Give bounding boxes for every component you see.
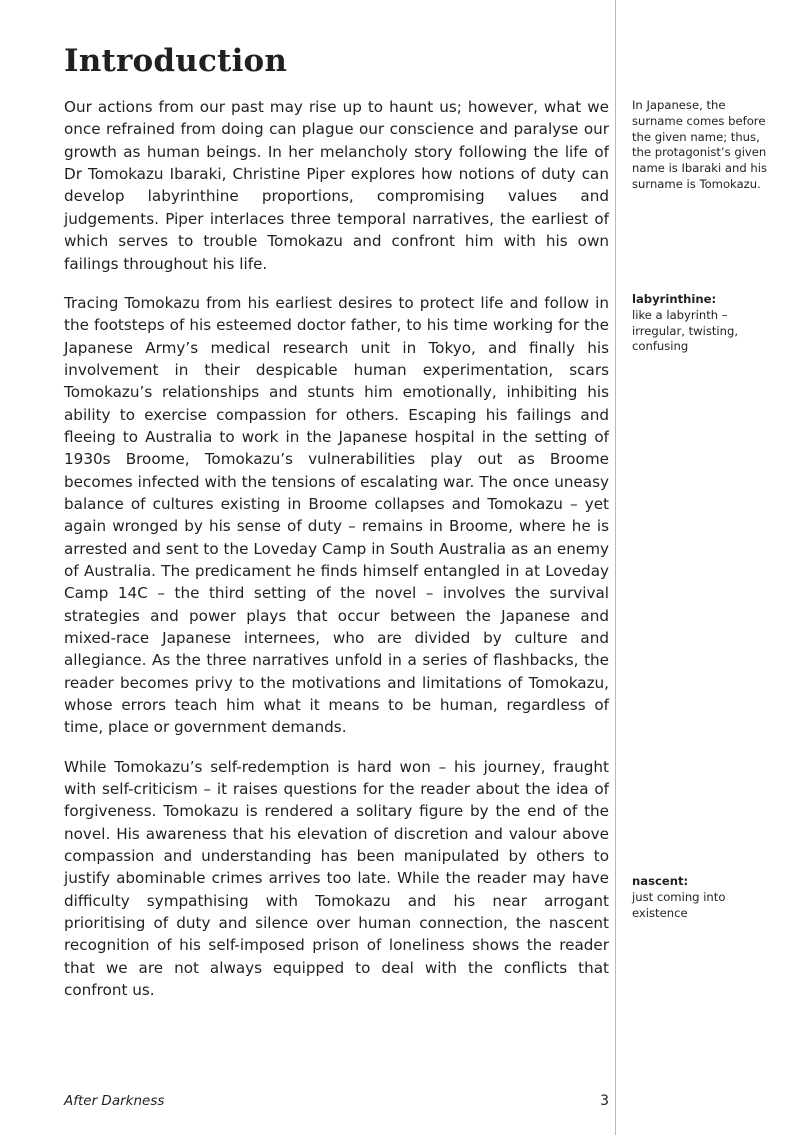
page-footer bbox=[64, 1093, 609, 1109]
main-text-column bbox=[64, 44, 609, 1002]
footer-page-number: 3 bbox=[600, 1093, 609, 1109]
margin-note-definition: just coming into existence bbox=[632, 889, 726, 920]
margin-note bbox=[632, 98, 778, 193]
margin-note-term: labyrinthine: bbox=[632, 292, 717, 306]
margin-divider bbox=[615, 0, 616, 1135]
margin-note bbox=[632, 292, 778, 355]
body-paragraph: While Tomokazu’s self-redemption is hard won – his journey, fraught with self-criticism – it raises questions for the reader about the idea of forgiveness. Tomokazu is rendered a solitary figure by the end of the novel. His awareness that his elevation of discretion and valour above compassion and understanding has been manipulated by others to justify abominable crimes arrives too late. While the reader may have difficulty sympathising with Tomokazu and his near arrogant prioritising of duty and silence over human connection, the nascent recognition of his self-imposed prison of loneliness shows the reader that we are not always equipped to deal with the conflicts that confront us. bbox=[64, 757, 609, 1000]
margin-note-definition: like a labyrinth – irregular, twisting, confusing bbox=[632, 307, 739, 354]
margin-note bbox=[632, 874, 778, 921]
body-paragraph: Tracing Tomokazu from his earliest desires to protect life and follow in the footsteps of his esteemed doctor father, to his time working for the Japanese Army’s medical research unit in Tokyo, and finally his involvement in their despicable human experimentation, scars Tomokazu’s relationships and stunts him emotionally, inhibiting his ability to exercise compassion for others. Escaping his failings and fleeing to Australia to work in the Japanese hospital in the setting of 1930s Broome, Tomokazu’s vulnerabilities play out as Broome becomes infected with the tensions of escalating war. The once uneasy balance of cultures existing in Broome collapses and Tomokazu – yet again wronged by his sense of duty – remains in Broome, where he is arrested and sent to the Loveday Camp in South Australia as an enemy of Australia. The predicament he finds himself entangled in at Loveday Camp 14C – the third setting of the novel – involves the survival strategies and power plays that occur between the Japanese and mixed-race Japanese internees, who are divided by culture and allegiance. As the three narratives unfold in a series of flashbacks, the reader becomes privy to the motivations and limitations of Tomokazu, whose errors teach him what it means to be human, regardless of time, place or government demands. bbox=[64, 293, 609, 737]
body-paragraph: Our actions from our past may rise up to haunt us; however, what we once refrained from doing can plague our conscience and paralyse our growth as human beings. In her melancholy story following the life of Dr Tomokazu Ibaraki, Christine Piper explores how notions of duty can develop labyrinthine proportions, compromising values and judgements. Piper interlaces three temporal narratives, the earliest of which serves to trouble Tomokazu and confront him with his own failings throughout his life. bbox=[64, 98, 609, 273]
margin-note-definition: In Japanese, the surname comes before the given name; thus, the protagonist’s given name is Ibaraki and his surname is Tomokazu. bbox=[632, 98, 767, 191]
footer-book-title: After Darkness bbox=[64, 1093, 165, 1109]
page-title: Introduction bbox=[64, 43, 288, 79]
margin-note-term: nascent: bbox=[632, 874, 689, 888]
